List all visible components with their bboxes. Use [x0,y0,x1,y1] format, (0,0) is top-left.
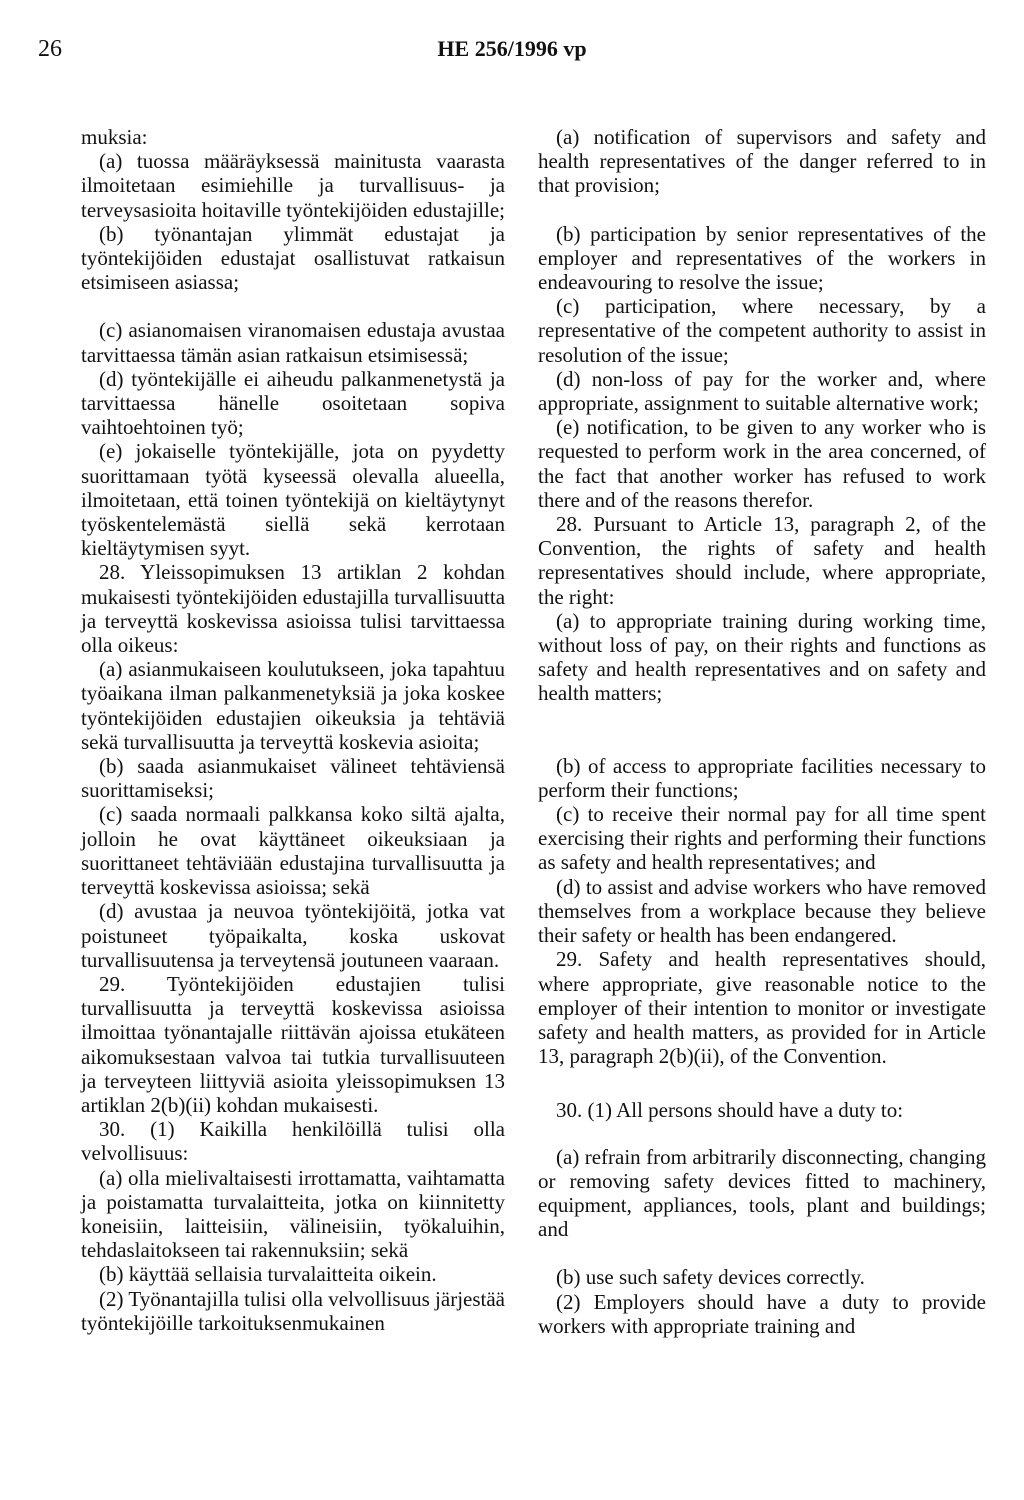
finnish-paragraph: (e) jokaiselle työntekijälle, jota on pyydetty suorittamaan työtä kyseessä olevalla alueella, ilmoitetaan, että toinen työntekijä on kieltäytynyt työskentelemästä siellä sekä kerrotaan kieltäytymisen syyt. [81,439,505,561]
english-paragraph: (d) non-loss of pay for the worker and, where appropriate, assignment to suitable alternative work; [538,366,986,416]
finnish-paragraph: (b) saada asianmukaiset välineet tehtäviensä suorittamiseksi; [81,754,505,803]
english-paragraph: (a) refrain from arbitrarily disconnecting, changing or removing safety devices fitted to machinery, equipment, appliances, tools, plant and buildings; and [538,1144,986,1242]
finnish-paragraph: (d) työntekijälle ei aiheudu palkanmenetystä ja tarvittaessa hänelle osoitetaan sopiva vaihtoehtoinen työ; [81,366,505,440]
finnish-paragraph: (a) tuossa määräyksessä mainitusta vaarasta ilmoitetaan esimiehille ja turvallisuus- ja terveysasioita hoitaville työntekijöiden edustajille; [81,149,505,222]
finnish-paragraph: (b) käyttää sellaisia turvalaitteita oikein. [99,1262,437,1287]
english-paragraph: (e) notification, to be given to any worker who is requested to perform work in the area concerned, of the fact that another worker has refused to work there and of the reasons therefor. [538,415,986,512]
finnish-paragraph: (a) olla mielivaltaisesti irrottamatta, vaihtamatta ja poistamatta turvalaitteita, jotka on kiinnitetty koneisiin, laitteisiin, välineisiin, työkaluihin, tehdaslaitokseen tai rakennuksiin; sekä [81,1165,505,1263]
finnish-paragraph: (c) asianomaisen viranomaisen edustaja avustaa tarvittaessa tämän asian ratkaisun etsimisessä; [81,318,505,367]
finnish-paragraph: (a) asianmukaiseen koulutukseen, joka tapahtuu työaikana ilman palkanmenetyksiä ja joka koskee työntekijöiden edustajien oikeuksia ja tehtäviä sekä turvallisuutta ja terveyttä koskevia asioita; [81,657,505,754]
english-paragraph: (a) to appropriate training during working time, without loss of pay, on their rights and functions as safety and health representatives and on safety and health matters; [538,608,986,706]
page-header [38,36,986,76]
finnish-paragraph: (2) Työnantajilla tulisi olla velvollisuus järjestää työntekijöille tarkoituksenmukainen [81,1286,505,1335]
finnish-paragraph: (b) työnantajan ylimmät edustajat ja työntekijöiden edustajat osallistuvat ratkaisun etsimiseen asiassa; [81,221,505,295]
english-paragraph: (b) participation by senior representatives of the employer and representatives of the workers in endeavouring to resolve the issue; [538,221,986,295]
finnish-column [81,125,505,1335]
finnish-paragraph: muksia: [81,125,148,149]
english-paragraph: (a) notification of supervisors and safety and health representatives of the danger referred to in that provision; [538,125,986,198]
finnish-paragraph: 30. (1) Kaikilla henkilöillä tulisi olla velvollisuus: [81,1117,505,1166]
english-paragraph: (b) use such safety devices correctly. [556,1265,865,1290]
page-number: 26 [38,36,62,62]
english-paragraph: (d) to assist and advise workers who have removed themselves from a workplace because they believe their safety or health has been endangered. [538,874,986,948]
english-paragraph: 30. (1) All persons should have a duty to: [556,1098,904,1123]
english-column [538,125,986,1338]
finnish-paragraph: 28. Yleissopimuksen 13 artiklan 2 kohdan mukaisesti työntekijöiden edustajilla turvallisuutta ja terveyttä koskevissa asioissa tulisi tarvittaessa olla oikeus: [81,560,506,658]
english-paragraph: 29. Safety and health representatives should, where appropriate, give reasonable notice to the employer of their intention to monitor or investigate safety and health matters, as provided for in Article 13, paragraph 2(b)(ii), of the Convention. [538,947,986,1069]
finnish-paragraph: (c) saada normaali palkkansa koko siltä ajalta, jolloin he ovat käyttäneet oikeuksiaan ja suorittaneet tehtäviään edustajina turvallisuutta ja terveyttä koskevissa asioissa; sekä [81,802,505,900]
english-paragraph: (c) to receive their normal pay for all time spent exercising their rights and performing their functions as safety and health representatives; and [538,802,986,875]
english-paragraph: (c) participation, where necessary, by a representative of the competent authority to assist in resolution of the issue; [538,294,986,367]
english-paragraph: (b) of access to appropriate facilities necessary to perform their functions; [538,753,986,802]
document-reference: HE 256/1996 vp [437,36,587,61]
english-paragraph: (2) Employers should have a duty to provide workers with appropriate training and [538,1289,986,1338]
finnish-paragraph: 29. Työntekijöiden edustajien tulisi turvallisuutta ja terveyttä koskevissa asioissa ilmoittaa työnantajalle riittävän ajoissa etukäteen aikomuksestaan valvoa tai tutkia turvallisuuteen ja terveyteen liittyviä asioita yleissopimuksen 13 artiklan 2(b)(ii) kohdan mukaisesti. [81,971,505,1117]
english-paragraph: 28. Pursuant to Article 13, paragraph 2, of the Convention, the rights of safety and health representatives should include, where appropriate, the right: [538,512,986,609]
finnish-paragraph: (d) avustaa ja neuvoa työntekijöitä, jotka vat poistuneet työpaikalta, koska uskovat turvallisuutensa ja terveytensä joutuneen vaaraan. [81,899,505,972]
